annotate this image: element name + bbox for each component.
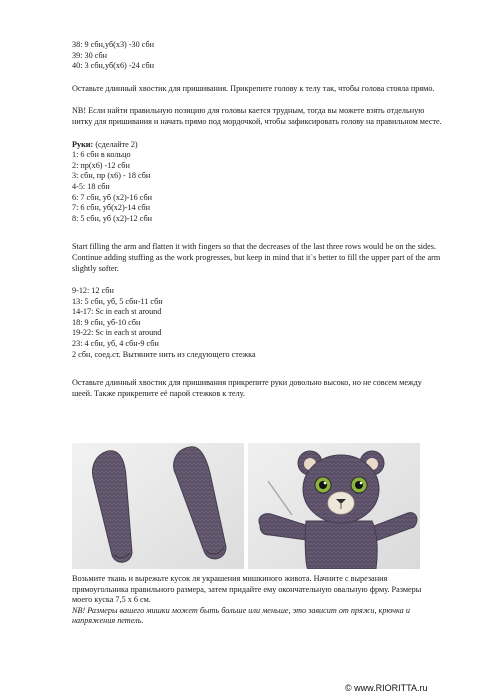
pattern-row: 18: 9 сбн, уб-10 сбн <box>72 317 141 327</box>
pattern-row: 13: 5 сбн, уб, 5 сбн-11 сбн <box>72 296 163 306</box>
pattern-row: 2: пр(х6) -12 сбн <box>72 160 130 170</box>
photo-crocheted-arms <box>72 443 244 569</box>
paragraph-head-attach: Оставьте длинный хвостик для пришивания. Прикрепите голову к телу так, чтобы голова стояла прямо. <box>72 83 435 93</box>
paragraph-stuffing: Start filling the arm and flatten it with fingers so that the decreases of the last three rows would be on the sides. Continue adding stuffing as the work progresses, but keep in mind that it`s better to fill the upper part of the arm slightly softer. <box>72 242 441 273</box>
photo-strip <box>72 443 420 569</box>
arms-note: (сделайте 2) <box>93 139 138 149</box>
paragraph-arm-attach: Оставьте длинный хвостик для пришивания прикрепите руки довольно высоко, но не совсем между шеей. Также прикрепите её парой стежков к телу. <box>72 378 422 398</box>
crocheted-arms-illustration <box>72 443 244 569</box>
crocheted-bear-illustration <box>248 443 420 569</box>
pattern-row: 9-12: 12 сбн <box>72 286 114 296</box>
pattern-row: 23: 4 сбн, уб, 4 сбн-9 сбн <box>72 339 159 349</box>
pattern-row: 4-5: 18 сбн <box>72 181 110 191</box>
page-text-lower <box>72 574 442 627</box>
pattern-row: 6: 7 сбн, уб (х2)-16 сбн <box>72 192 153 202</box>
pattern-row: 7: 6 сбн, уб(х2)-14 сбн <box>72 203 150 213</box>
arms-heading <box>72 140 442 151</box>
paragraph-belly: Возьмите ткань и вырежьте кусок ля украшения мишкиного живота. Начните с вырезания прямоугольника правильного размера, затем придайте ему окончательную овальную фрму. Размеры моего куска 7,5 х 6 см. <box>72 574 422 605</box>
pattern-row: 14-17: Sc in each st around <box>72 307 162 317</box>
paragraph-nb-size: NB! Размеры вашего мишки может быть больше или меньше, это зависит от пряжи, крючка и напряжения петель. <box>72 605 410 626</box>
paragraph-nb-head: NB! Если найти правильную позицию для головы кается трудным, тогда вы можете взять отдельную нитку для пришивания и начать прямо под мордочкой, чтобы зафиксировать голову на правильном месте. <box>72 106 442 126</box>
arms-title: Руки: <box>72 139 94 149</box>
pattern-row: 1: 6 сбн в кольцо <box>72 150 131 160</box>
pattern-row: 39: 30 сбн <box>72 50 108 60</box>
pattern-row: 38: 9 сбн,уб(х3) -30 сбн <box>72 40 155 49</box>
pattern-row: 40: 3 сбн,уб(х6) -24 сбн <box>72 61 155 71</box>
page-text-upper <box>72 40 442 399</box>
pattern-row: 3: сбн, пр (х6) - 18 сбн <box>72 171 151 181</box>
pattern-row: 19-22: Sc in each st around <box>72 328 162 338</box>
photo-bear-with-arms <box>248 443 420 569</box>
pattern-row: 2 сбн, соед.ст. Вытяните нить из следующего стежка <box>72 349 256 359</box>
pattern-row: 8: 5 сбн, уб (х2)-12 сбн <box>72 213 153 223</box>
site-watermark: © www.RIORITTA.ru <box>345 683 428 693</box>
